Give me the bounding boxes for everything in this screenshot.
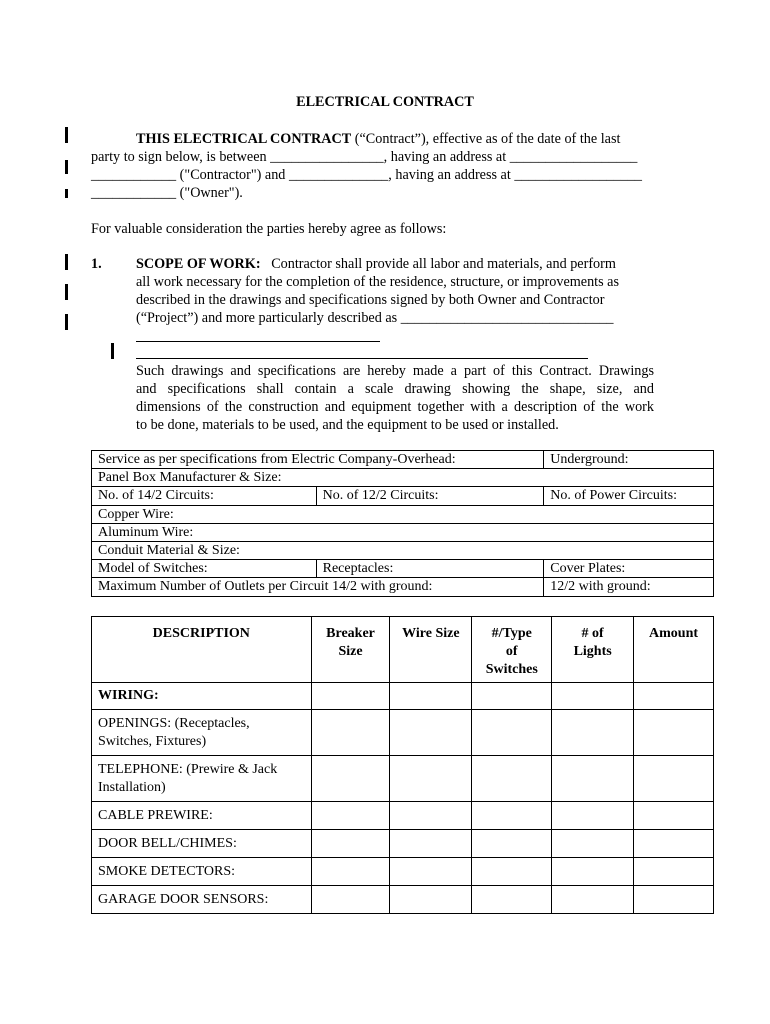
header-type-line-1: #/Type [491, 626, 532, 641]
blank-line [136, 341, 380, 342]
table-row [92, 541, 714, 559]
header-amount: Amount [634, 617, 714, 683]
table-row [92, 830, 714, 858]
section-1-line-4: (“Project”) and more particularly described as ______________________________ [136, 310, 614, 326]
table-row [92, 710, 714, 756]
table-cell[interactable] [472, 830, 552, 858]
row-label-doorbell: DOOR BELL/CHIMES: [92, 830, 312, 858]
section-1-line-3: described in the drawings and specifications signed by both Owner and Contractor [136, 292, 605, 308]
intro-bold-lead: THIS ELECTRICAL CONTRACT [136, 131, 352, 147]
table-row [92, 858, 714, 886]
intro-line-2: party to sign below, is between ________________, having an address at __________________ [91, 149, 638, 165]
table-cell[interactable] [472, 858, 552, 886]
copper-wire-cell[interactable]: Copper Wire: [92, 505, 714, 523]
table-cell[interactable] [311, 756, 390, 802]
table-cell[interactable] [472, 756, 552, 802]
table-row [92, 451, 714, 469]
table-cell[interactable] [552, 756, 634, 802]
table-cell[interactable] [390, 710, 472, 756]
header-breaker-size [311, 617, 390, 683]
revision-bar [65, 284, 68, 300]
blank-line [136, 358, 588, 359]
table-cell[interactable] [552, 802, 634, 830]
table-row [92, 505, 714, 523]
table-cell[interactable] [311, 710, 390, 756]
table-cell[interactable] [634, 886, 714, 914]
revision-bar [65, 160, 68, 174]
conduit-cell[interactable]: Conduit Material & Size: [92, 541, 714, 559]
switches-model-cell[interactable]: Model of Switches: [92, 560, 317, 578]
cover-plates-cell[interactable]: Cover Plates: [544, 560, 714, 578]
section-1-line-1-text: Contractor shall provide all labor and materials, and perform [271, 256, 616, 272]
table-cell[interactable] [552, 683, 634, 710]
table-cell[interactable] [634, 710, 714, 756]
table-row [92, 487, 714, 505]
revision-bar [65, 189, 68, 198]
underground-cell[interactable]: Underground: [544, 451, 714, 469]
table-cell[interactable] [390, 756, 472, 802]
receptacles-cell[interactable]: Receptacles: [316, 560, 544, 578]
table-cell[interactable] [552, 710, 634, 756]
table-row [92, 683, 714, 710]
circuits-14-cell[interactable]: No. of 14/2 Circuits: [92, 487, 317, 505]
header-lights [552, 617, 634, 683]
table-cell[interactable] [390, 886, 472, 914]
row-label-smoke: SMOKE DETECTORS: [92, 858, 312, 886]
power-circuits-cell[interactable]: No. of Power Circuits: [544, 487, 714, 505]
table-cell[interactable] [634, 858, 714, 886]
table-cell[interactable] [311, 886, 390, 914]
table-row [92, 886, 714, 914]
table-cell[interactable] [552, 830, 634, 858]
table-cell[interactable] [472, 802, 552, 830]
header-breaker-line-1: Breaker [326, 626, 375, 641]
section-1-paragraph [136, 362, 654, 434]
section-1-line-1 [136, 255, 616, 273]
table-cell[interactable] [472, 710, 552, 756]
table-row [92, 802, 714, 830]
paragraph-line-4: to be done, materials to be used, and the equipment to be used or installed. [136, 417, 559, 433]
header-breaker-line-2: Size [338, 644, 363, 659]
table-row [92, 578, 714, 596]
row-label-garage: GARAGE DOOR SENSORS: [92, 886, 312, 914]
consideration-text: For valuable consideration the parties hereby agree as follows: [91, 221, 447, 237]
openings-line-2: Switches, Fixtures) [98, 733, 207, 749]
table-row [92, 756, 714, 802]
table-cell[interactable] [390, 683, 472, 710]
telephone-line-2: Installation) [98, 779, 166, 795]
paragraph-line-3: dimensions of the construction and equipment together with a description of the work [136, 399, 654, 415]
revision-bar [65, 127, 68, 143]
row-label-wiring: WIRING: [92, 683, 312, 710]
header-wire-size: Wire Size [390, 617, 472, 683]
table-cell[interactable] [634, 802, 714, 830]
circuits-12-cell[interactable]: No. of 12/2 Circuits: [316, 487, 544, 505]
row-label-cable: CABLE PREWIRE: [92, 802, 312, 830]
paragraph-line-2: and specifications shall contain a scale drawing showing the shape, size, and [136, 381, 654, 397]
table-cell[interactable] [311, 858, 390, 886]
aluminum-wire-cell[interactable]: Aluminum Wire: [92, 523, 714, 541]
table-cell[interactable] [311, 830, 390, 858]
table-row [92, 469, 714, 487]
ground-12-cell[interactable]: 12/2 with ground: [544, 578, 714, 596]
header-type-line-3: Switches [485, 662, 538, 677]
intro-line-1 [136, 130, 620, 148]
header-type-switches [472, 617, 552, 683]
table-cell[interactable] [472, 886, 552, 914]
revision-bar [65, 254, 68, 270]
document-title: ELECTRICAL CONTRACT [296, 94, 474, 110]
table-cell[interactable] [472, 683, 552, 710]
section-heading: SCOPE OF WORK: [136, 256, 261, 272]
row-label-telephone [92, 756, 312, 802]
intro-line-4: ____________ ("Owner"). [91, 185, 243, 201]
table-cell[interactable] [552, 886, 634, 914]
section-1-line-2: all work necessary for the completion of the residence, structure, or improvements as [136, 274, 619, 290]
revision-bar [65, 314, 68, 330]
table-cell[interactable] [390, 830, 472, 858]
table-cell[interactable] [552, 858, 634, 886]
table-cell[interactable] [634, 756, 714, 802]
items-table [91, 616, 714, 914]
table-cell[interactable] [390, 802, 472, 830]
openings-line-1: OPENINGS: (Receptacles, [98, 715, 250, 731]
table-cell[interactable] [311, 683, 390, 710]
table-cell[interactable] [634, 830, 714, 858]
telephone-line-1: TELEPHONE: (Prewire & Jack [98, 761, 278, 777]
header-type-line-2: of [505, 644, 518, 659]
table-cell[interactable] [634, 683, 714, 710]
paragraph-line-1: Such drawings and specifications are hereby made a part of this Contract. Drawings [136, 363, 654, 379]
max-outlets-cell[interactable]: Maximum Number of Outlets per Circuit 14/2 with ground: [92, 578, 544, 596]
row-label-openings [92, 710, 312, 756]
intro-line-3: ____________ ("Contractor") and ______________, having an address at __________________ [91, 167, 643, 183]
table-row [92, 523, 714, 541]
header-description: DESCRIPTION [92, 617, 312, 683]
table-cell[interactable] [390, 858, 472, 886]
intro-line-1-text: (“Contract”), effective as of the date of the last [351, 131, 621, 147]
table-cell[interactable] [311, 802, 390, 830]
header-row [92, 617, 714, 683]
section-number: 1. [91, 256, 102, 272]
table-row [92, 560, 714, 578]
service-cell[interactable]: Service as per specifications from Electric Company-Overhead: [92, 451, 544, 469]
header-lights-line-2: Lights [573, 644, 612, 659]
specifications-table [91, 450, 714, 597]
panel-box-cell[interactable]: Panel Box Manufacturer & Size: [92, 469, 714, 487]
header-lights-line-1: # of [581, 626, 604, 641]
revision-bar [111, 343, 114, 359]
